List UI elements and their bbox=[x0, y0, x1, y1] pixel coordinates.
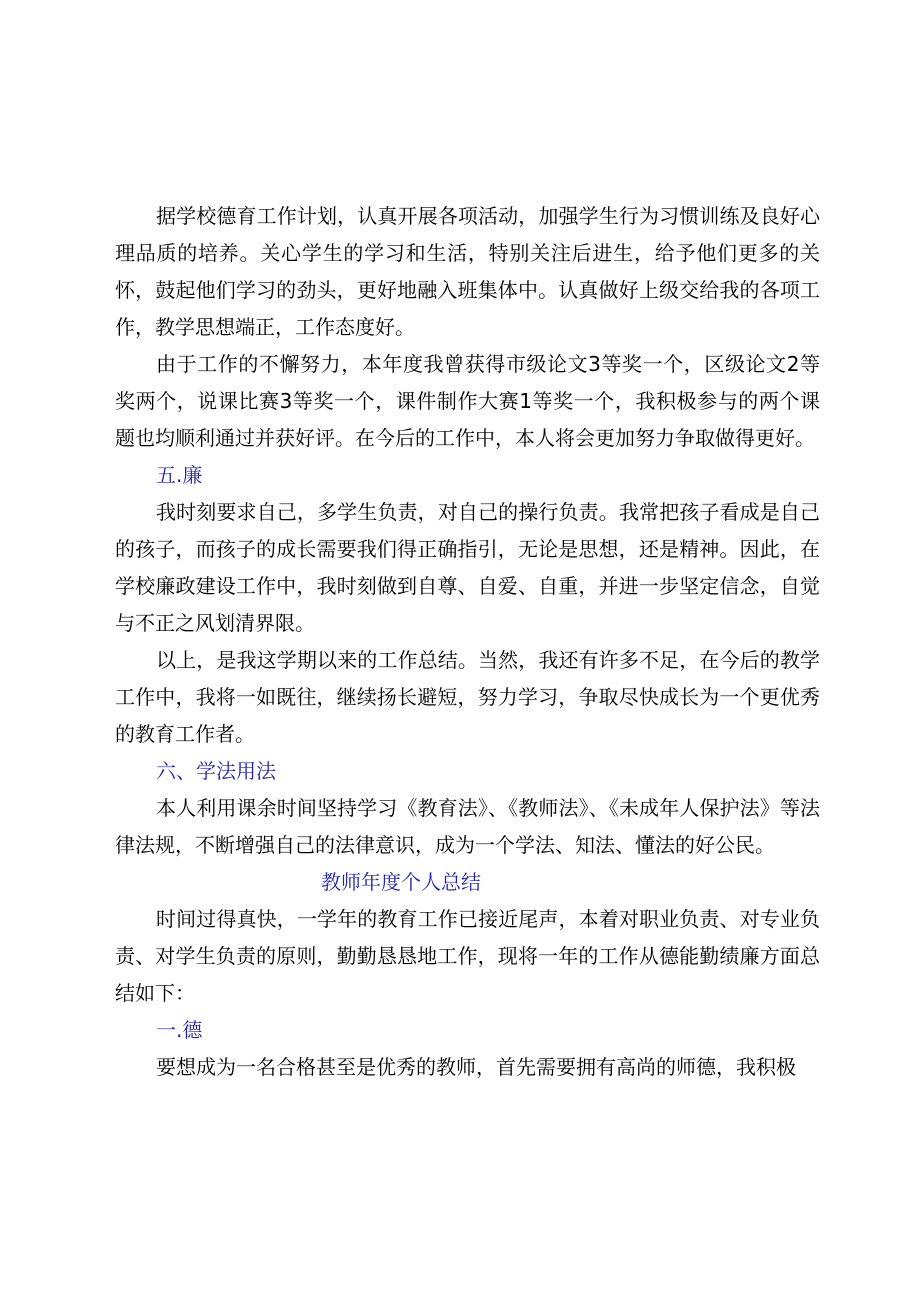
paragraph-awards: 由于工作的不懈努力，本年度我曾获得市级论文3等奖一个，区级论文2等奖两个，说课比赛3等奖一个，课件制作大赛1等奖一个，我积极参与的两个课题也均顺利通过并获好评。在今后的工作中，本人将会更加努力争取做得更好。 bbox=[115, 352, 820, 450]
section-heading-integrity: 五.廉 bbox=[156, 463, 203, 487]
paragraph-integrity: 我时刻要求自己，多学生负责，对自己的操行负责。我常把孩子看成是自己的孩子，而孩子的成长需要我们得正确指引，无论是思想，还是精神。因此，在学校廉政建设工作中，我时刻做到自尊、自爱、自重，并进一步坚定信念，自觉与不正之风划清界限。 bbox=[115, 500, 820, 635]
document-title: 教师年度个人总结 bbox=[321, 870, 481, 894]
section-heading-virtue: 一.德 bbox=[156, 1018, 203, 1042]
paragraph-moral-education: 据学校德育工作计划，认真开展各项活动，加强学生行为习惯训练及良好心理品质的培养。关心学生的学习和生活，特别关注后进生，给予他们更多的关怀，鼓起他们学习的劲头，更好地融入班集体中。认真做好上级交给我的各项工作，教学思想端正，工作态度好。 bbox=[115, 204, 820, 339]
paragraph-law: 本人利用课余时间坚持学习《教育法》、《教师法》、《未成年人保护法》等法律法规，不断增强自己的法律意识，成为一个学法、知法、懂法的好公民。 bbox=[115, 796, 820, 857]
section-heading-law: 六、学法用法 bbox=[156, 759, 276, 783]
paragraph-virtue: 要想成为一名合格甚至是优秀的教师，首先需要拥有高尚的师德，我积极 bbox=[156, 1055, 796, 1079]
document-body bbox=[115, 198, 820, 1086]
paragraph-intro: 时间过得真快，一学年的教育工作已接近尾声，本着对职业负责、对专业负责、对学生负责的原则，勤勤恳恳地工作，现将一年的工作从德能勤绩廉方面总结如下： bbox=[115, 907, 820, 1005]
paragraph-summary: 以上，是我这学期以来的工作总结。当然，我还有许多不足，在今后的教学工作中，我将一如既往，继续扬长避短，努力学习，争取尽快成长为一个更优秀的教育工作者。 bbox=[115, 648, 820, 746]
